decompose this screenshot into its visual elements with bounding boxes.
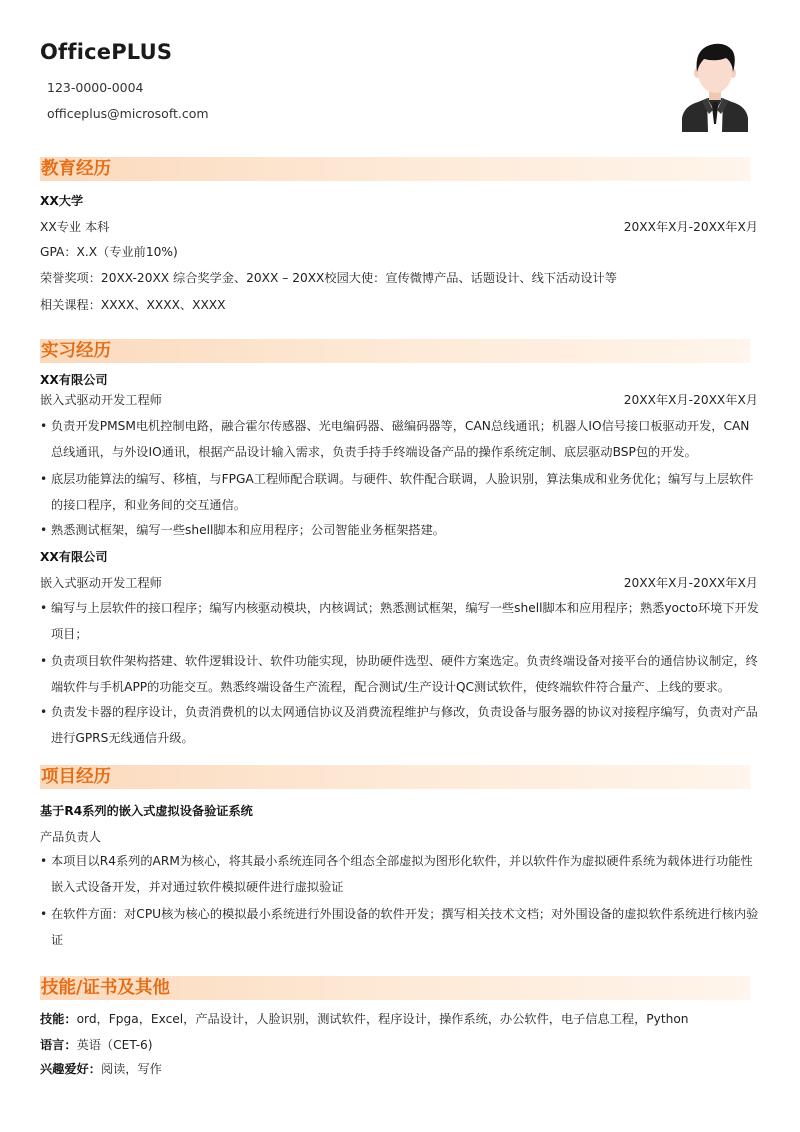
language-value: 英语（CET-6) xyxy=(76,1038,153,1052)
bullet-dot: • xyxy=(40,654,48,668)
internship-title: 实习经历 xyxy=(41,341,111,361)
bullet-dot: • xyxy=(40,854,48,868)
list-item xyxy=(40,901,760,953)
project-section-header xyxy=(40,765,750,789)
internship-section-header xyxy=(40,339,750,363)
bullet-text: 负责发卡器的程序设计，负责消费机的以太网通信协议及消费流程维护与修改，负责设备与服务器的协议对接程序编写，负责对产品进行GPRS无线通信升级。 xyxy=(51,705,758,745)
skills-section-header xyxy=(40,976,750,1000)
skills-row xyxy=(40,1011,760,1027)
bullet-text: 负责项目软件架构搭建、软件逻辑设计、软件功能实现，协助硬件选型、硬件方案选定。负责终端设备对接平台的通信协议制定，终端软件与手机APP的功能交互。熟悉终端设备生产流程，配合测试/生产设计QC测试软件，使终端软件符合量产、上线的要求。 xyxy=(51,654,758,694)
list-item xyxy=(40,595,760,647)
bullet-dot: • xyxy=(40,705,48,719)
job-date: 20XX年X月-20XX年X月 xyxy=(623,393,758,407)
bullet-text: 负责开发PMSM电机控制电路，融合霍尔传感器、光电编码器、磁编码器等，CAN总线通讯；机器人IO信号接口板驱动开发，CAN总线通讯，与外设IO通讯，根据产品设计输入需求，负责手持手终端设备产品的操作系统定制、底层驱动BSP包的开发。 xyxy=(51,419,750,459)
honors: 荣誉奖项：20XX-20XX 综合奖学金、20XX – 20XX校园大使：宣传微博产品、话题设计、线下活动设计等 xyxy=(40,271,617,285)
project-role: 产品负责人 xyxy=(40,830,101,844)
language-label: 语言： xyxy=(40,1038,77,1052)
job-role: 嵌入式驱动开发工程师 xyxy=(40,576,162,590)
bullet-text: 本项目以R4系列的ARM为核心，将其最小系统连同各个组态全部虚拟为图形化软件，并以软件作为虚拟硬件系统为载体进行功能性嵌入式设备开发，并对通过软件模拟硬件进行虚拟验证 xyxy=(51,854,753,894)
skills-label: 技能： xyxy=(40,1012,77,1026)
language-row xyxy=(40,1037,760,1053)
skills-title: 技能/证书及其他 xyxy=(41,978,170,998)
job-date: 20XX年X月-20XX年X月 xyxy=(623,576,758,590)
job-role: 嵌入式驱动开发工程师 xyxy=(40,393,162,407)
education-title: 教育经历 xyxy=(41,159,111,179)
list-item xyxy=(40,413,760,465)
list-item xyxy=(40,648,760,700)
candidate-name: OfficePLUS xyxy=(40,40,173,64)
skills-value: ord，Fpga，Excel，产品设计，人脸识别，测试软件，程序设计，操作系统，办公软件，电子信息工程，Python xyxy=(76,1012,689,1026)
email-address: officeplus@microsoft.com xyxy=(47,106,209,121)
bullet-text: 编写与上层软件的接口程序；编写内核驱动模块，内核调试；熟悉测试框架，编写一些shell脚本和应用程序；熟悉yocto环境下开发项目； xyxy=(51,601,759,641)
gpa: GPA：X.X（专业前10%) xyxy=(40,245,178,259)
major-degree: XX专业 本科 xyxy=(40,220,110,234)
bullet-dot: • xyxy=(40,907,48,921)
bullet-text: 底层功能算法的编写、移植，与FPGA工程师配合联调。与硬件、软件配合联调，人脸识别，算法集成和业务优化；编写与上层软件的接口程序，和业务间的交互通信。 xyxy=(51,472,754,512)
bullet-dot: • xyxy=(40,523,48,537)
hobby-row xyxy=(40,1061,760,1077)
list-item xyxy=(40,466,760,518)
project-name: 基于R4系列的嵌入式虚拟设备验证系统 xyxy=(40,804,253,818)
bullet-dot: • xyxy=(40,472,48,486)
hobby-label: 兴趣爱好： xyxy=(40,1062,101,1076)
project-title: 项目经历 xyxy=(41,767,111,787)
phone-number: 123-0000-0004 xyxy=(47,80,144,95)
company-name: XX有限公司 xyxy=(40,373,108,387)
hobby-value: 阅读，写作 xyxy=(100,1062,162,1076)
bullet-dot: • xyxy=(40,601,48,615)
list-item xyxy=(40,517,760,543)
company-name: XX有限公司 xyxy=(40,550,108,564)
school-name: XX大学 xyxy=(40,194,84,208)
bullet-text: 熟悉测试框架，编写一些shell脚本和应用程序；公司智能业务框架搭建。 xyxy=(51,523,445,537)
list-item xyxy=(40,848,760,900)
education-date: 20XX年X月-20XX年X月 xyxy=(623,220,758,234)
avatar-illustration xyxy=(680,40,750,132)
list-item xyxy=(40,699,760,751)
bullet-dot: • xyxy=(40,419,48,433)
education-section-header xyxy=(40,157,750,181)
bullet-text: 在软件方面：对CPU核为核心的模拟最小系统进行外围设备的软件开发；撰写相关技术文档；对外围设备的虚拟软件系统进行核内验证 xyxy=(51,907,759,947)
courses: 相关课程：XXXX、XXXX、XXXX xyxy=(40,298,226,312)
